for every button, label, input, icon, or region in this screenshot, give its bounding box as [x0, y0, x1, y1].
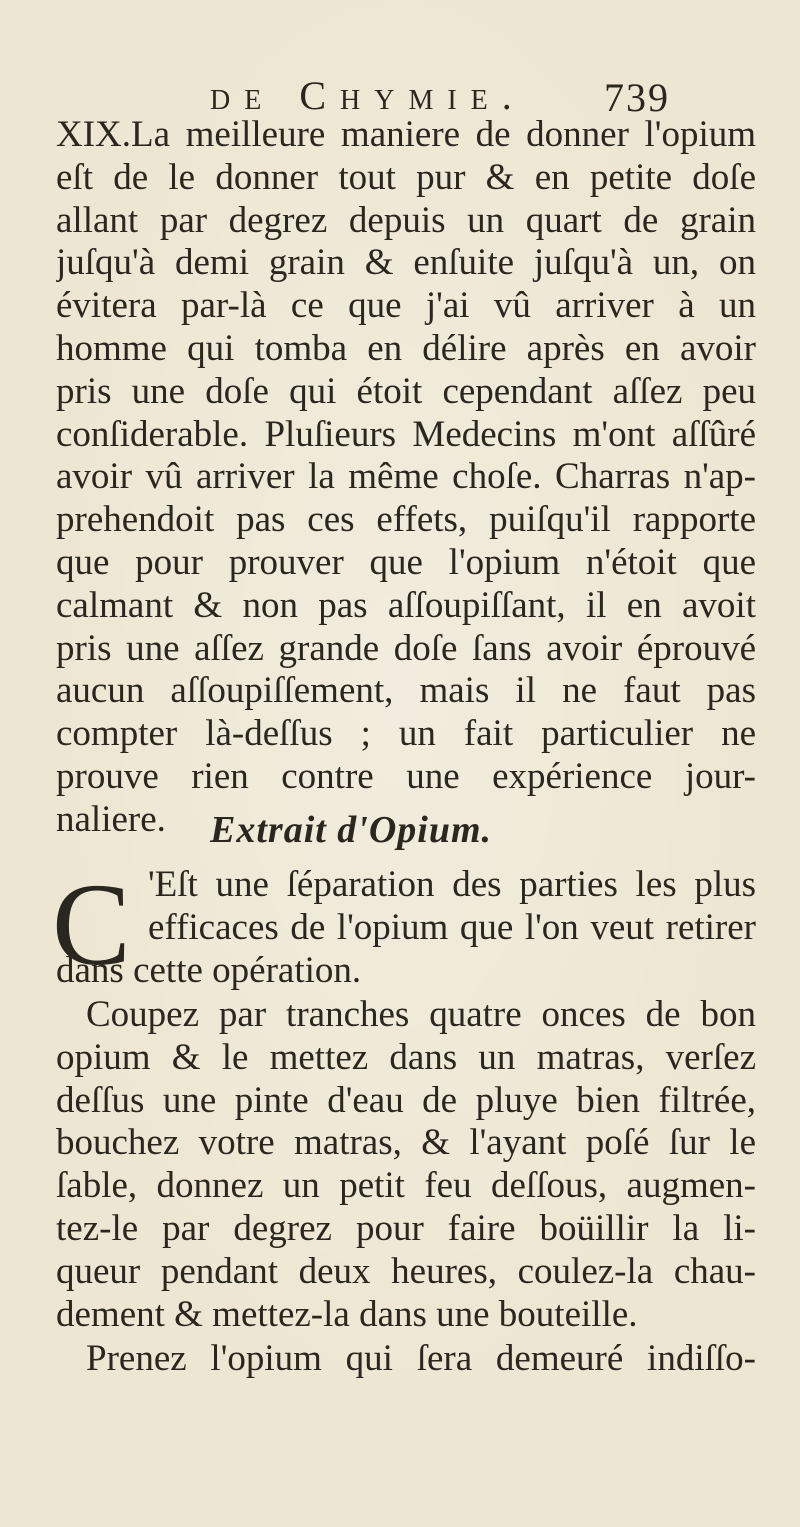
- text-line: allant par degrez depuis un quart de grain: [56, 199, 756, 241]
- text-line: prehendoit pas ces effets, puiſqu'il rapporte: [56, 499, 756, 541]
- text-line: que pour prouver que l'opium n'étoit que: [56, 541, 756, 583]
- text-line: dans cette opération.: [56, 950, 362, 991]
- text-line: compter là-deſſus ; un fait particulier ne: [56, 713, 756, 755]
- drop-cap: C: [52, 859, 131, 990]
- text-line: deſſus une pinte d'eau de pluye bien filtrée,: [56, 1079, 756, 1121]
- text-line: XIX.La meilleure maniere de donner l'opium: [56, 114, 756, 155]
- text-line: opium & le mettez dans un matras, verſez: [56, 1036, 756, 1078]
- text-line: avoir vû arriver la même choſe. Charras n'ap-: [56, 456, 756, 498]
- text-line: aucun aſſoupiſſement, mais il ne faut pas: [56, 670, 756, 712]
- text-line: Coupez par tranches quatre onces de bon: [86, 994, 756, 1035]
- paragraph-extrait-lead: [148, 864, 756, 950]
- text-line: homme qui tomba en délire après en avoir: [56, 327, 756, 369]
- text-line: calmant & non pas aſſoupiſſant, il en avoit: [56, 584, 756, 626]
- paragraph-extrait-rest: [56, 950, 756, 993]
- paragraph-prenez: [56, 1338, 756, 1381]
- text-line: bouchez votre matras, & l'ayant poſé ſur le: [56, 1122, 756, 1164]
- text-line: naliere.: [56, 798, 166, 840]
- text-line: juſqu'à demi grain & enſuite juſqu'à un, on: [56, 242, 756, 284]
- text-line: tez-le par degrez pour faire boüillir la li-: [56, 1207, 756, 1249]
- text-line: pris une aſſez grande doſe ſans avoir éprouvé: [56, 627, 756, 669]
- running-head: de Chymie.: [210, 73, 526, 118]
- text-line: eſt de le donner tout pur & en petite doſe: [56, 156, 756, 198]
- paragraph-coupez: [56, 994, 756, 1336]
- text-line: Prenez l'opium qui ſera demeuré indiſſo-: [86, 1338, 756, 1379]
- text-line: conſiderable. Pluſieurs Medecins m'ont aſſûré: [56, 413, 756, 455]
- text-line: prouve rien contre une expérience jour-: [56, 755, 756, 797]
- text-line: 'Eſt une ſéparation des parties les plus: [148, 864, 756, 905]
- text-line: dement & mettez-la dans une bouteille.: [56, 1293, 638, 1335]
- text-line: queur pendant deux heures, coulez-la chau-: [56, 1250, 756, 1292]
- text-line: évitera par-là ce que j'ai vû arriver à un: [56, 285, 756, 327]
- paragraph-xix: [56, 114, 756, 842]
- page-number: 739: [604, 75, 670, 120]
- text-line: ſable, donnez un petit feu deſſous, augmen-: [56, 1165, 756, 1207]
- text-line: pris une doſe qui étoit cependant aſſez peu: [56, 370, 756, 412]
- text-line: efficaces de l'opium que l'on veut retirer: [148, 906, 756, 948]
- section-title: Extrait d'Opium.: [210, 809, 493, 851]
